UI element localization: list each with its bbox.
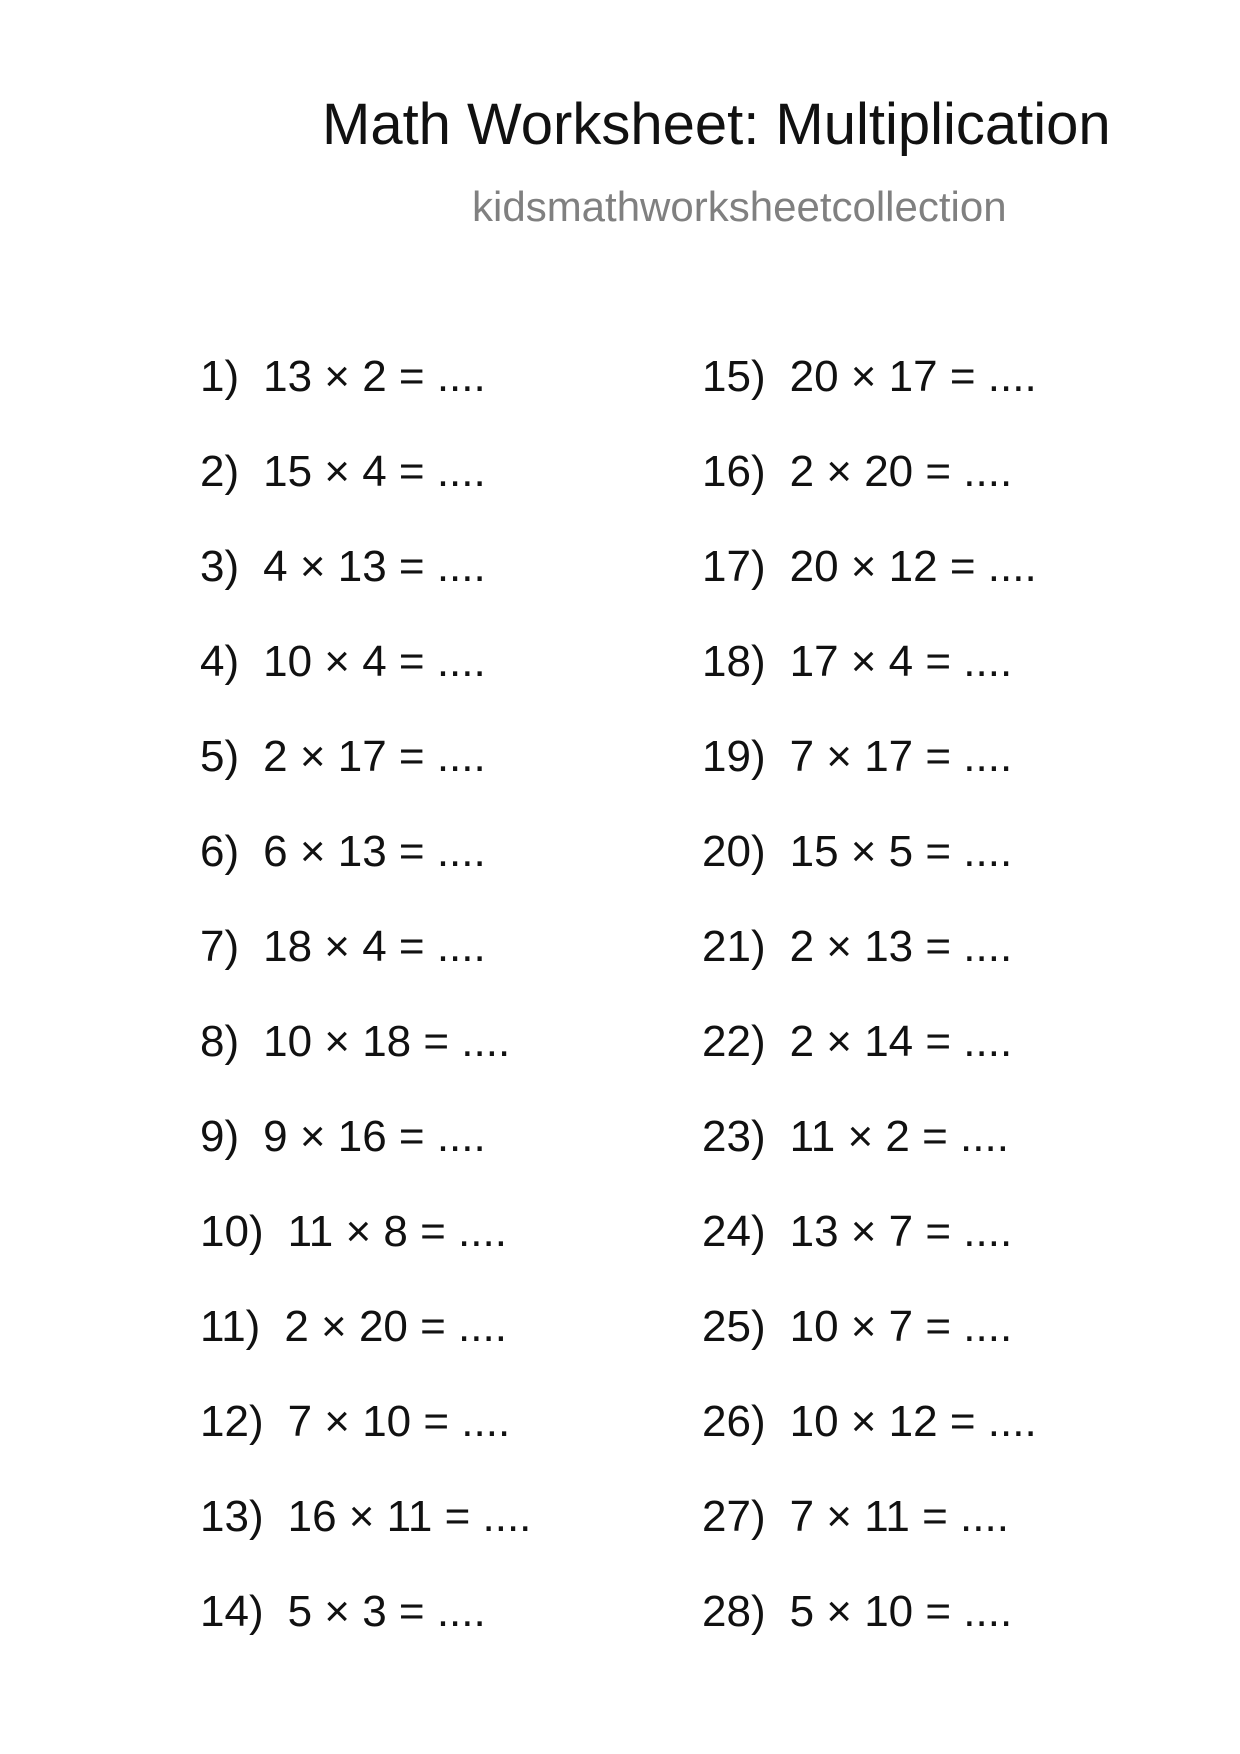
problem-expression: 2 × 20 = ....: [789, 447, 1013, 496]
problem-item: [702, 1207, 1037, 1305]
problem-item: [702, 1492, 1037, 1590]
problem-number: 14): [200, 1587, 264, 1636]
problem-number: 10): [200, 1207, 264, 1256]
problem-number: 28): [702, 1587, 766, 1636]
problem-expression: 4 × 13 = ....: [263, 542, 486, 591]
problem-item: [200, 732, 531, 830]
problem-expression: 7 × 11 = ....: [789, 1492, 1009, 1541]
problem-expression: 11 × 2 = ....: [789, 1112, 1009, 1161]
problem-item: [200, 352, 531, 450]
problem-item: [702, 922, 1037, 1020]
problem-number: 5): [200, 732, 240, 781]
problem-item: [702, 732, 1037, 830]
problem-number: 16): [702, 447, 766, 496]
problem-item: [200, 922, 531, 1020]
problem-expression: 7 × 10 = ....: [287, 1397, 511, 1446]
problem-item: [200, 542, 531, 640]
problem-expression: 10 × 7 = ....: [789, 1302, 1013, 1351]
problem-number: 8): [200, 1017, 240, 1066]
problem-expression: 11 × 8 = ....: [287, 1207, 507, 1256]
problem-number: 3): [200, 542, 240, 591]
problem-expression: 7 × 17 = ....: [789, 732, 1013, 781]
problem-number: 23): [702, 1112, 766, 1161]
problem-item: [702, 827, 1037, 925]
problem-expression: 5 × 10 = ....: [789, 1587, 1013, 1636]
problem-number: 26): [702, 1397, 766, 1446]
problem-number: 6): [200, 827, 240, 876]
problem-expression: 16 × 11 = ....: [287, 1492, 532, 1541]
problem-item: [702, 447, 1037, 545]
problem-expression: 13 × 7 = ....: [789, 1207, 1013, 1256]
problem-item: [702, 637, 1037, 735]
problem-number: 20): [702, 827, 766, 876]
worksheet-source: kidsmathworksheetcollection: [472, 183, 1007, 230]
problem-number: 4): [200, 637, 240, 686]
problem-item: [200, 1112, 531, 1210]
problem-number: 7): [200, 922, 240, 971]
problem-item: [200, 447, 531, 545]
problem-expression: 20 × 17 = ....: [789, 352, 1037, 401]
problem-expression: 10 × 12 = ....: [789, 1397, 1037, 1446]
problem-item: [702, 1112, 1037, 1210]
problem-item: [702, 1587, 1037, 1685]
problem-item: [200, 1587, 531, 1685]
problem-item: [702, 352, 1037, 450]
problem-number: 1): [200, 352, 240, 401]
problem-expression: 17 × 4 = ....: [789, 637, 1013, 686]
problem-number: 2): [200, 447, 240, 496]
problem-expression: 13 × 2 = ....: [263, 352, 486, 401]
problem-item: [200, 827, 531, 925]
problem-expression: 2 × 13 = ....: [789, 922, 1013, 971]
problem-expression: 20 × 12 = ....: [789, 542, 1037, 591]
problem-number: 11): [200, 1302, 261, 1351]
problem-item: [200, 637, 531, 735]
problem-item: [702, 1397, 1037, 1495]
problem-number: 25): [702, 1302, 766, 1351]
problem-item: [702, 1017, 1037, 1115]
problem-expression: 5 × 3 = ....: [287, 1587, 486, 1636]
worksheet-title: Math Worksheet: Multiplication: [322, 92, 1111, 157]
problem-expression: 9 × 16 = ....: [263, 1112, 486, 1161]
problem-number: 19): [702, 732, 766, 781]
problem-number: 22): [702, 1017, 766, 1066]
problem-item: [702, 542, 1037, 640]
problem-expression: 15 × 4 = ....: [263, 447, 486, 496]
problem-number: 21): [702, 922, 766, 971]
problem-item: [200, 1207, 531, 1305]
problem-number: 18): [702, 637, 766, 686]
problem-number: 17): [702, 542, 766, 591]
problem-item: [200, 1017, 531, 1115]
problem-expression: 10 × 18 = ....: [263, 1017, 511, 1066]
problem-number: 24): [702, 1207, 766, 1256]
problem-expression: 15 × 5 = ....: [789, 827, 1013, 876]
problem-expression: 6 × 13 = ....: [263, 827, 486, 876]
problem-number: 12): [200, 1397, 264, 1446]
problem-item: [702, 1302, 1037, 1400]
problem-expression: 18 × 4 = ....: [263, 922, 486, 971]
problem-item: [200, 1492, 532, 1590]
problem-expression: 2 × 20 = ....: [284, 1302, 507, 1351]
problem-expression: 2 × 14 = ....: [789, 1017, 1013, 1066]
problem-number: 13): [200, 1492, 264, 1541]
problem-number: 9): [200, 1112, 240, 1161]
problem-column-right: [702, 352, 1037, 1685]
problem-expression: 2 × 17 = ....: [263, 732, 486, 781]
problem-item: [200, 1397, 531, 1495]
problem-expression: 10 × 4 = ....: [263, 637, 486, 686]
problem-number: 15): [702, 352, 766, 401]
problem-item: [200, 1302, 531, 1400]
problem-number: 27): [702, 1492, 766, 1541]
problem-column-left: [200, 352, 532, 1685]
